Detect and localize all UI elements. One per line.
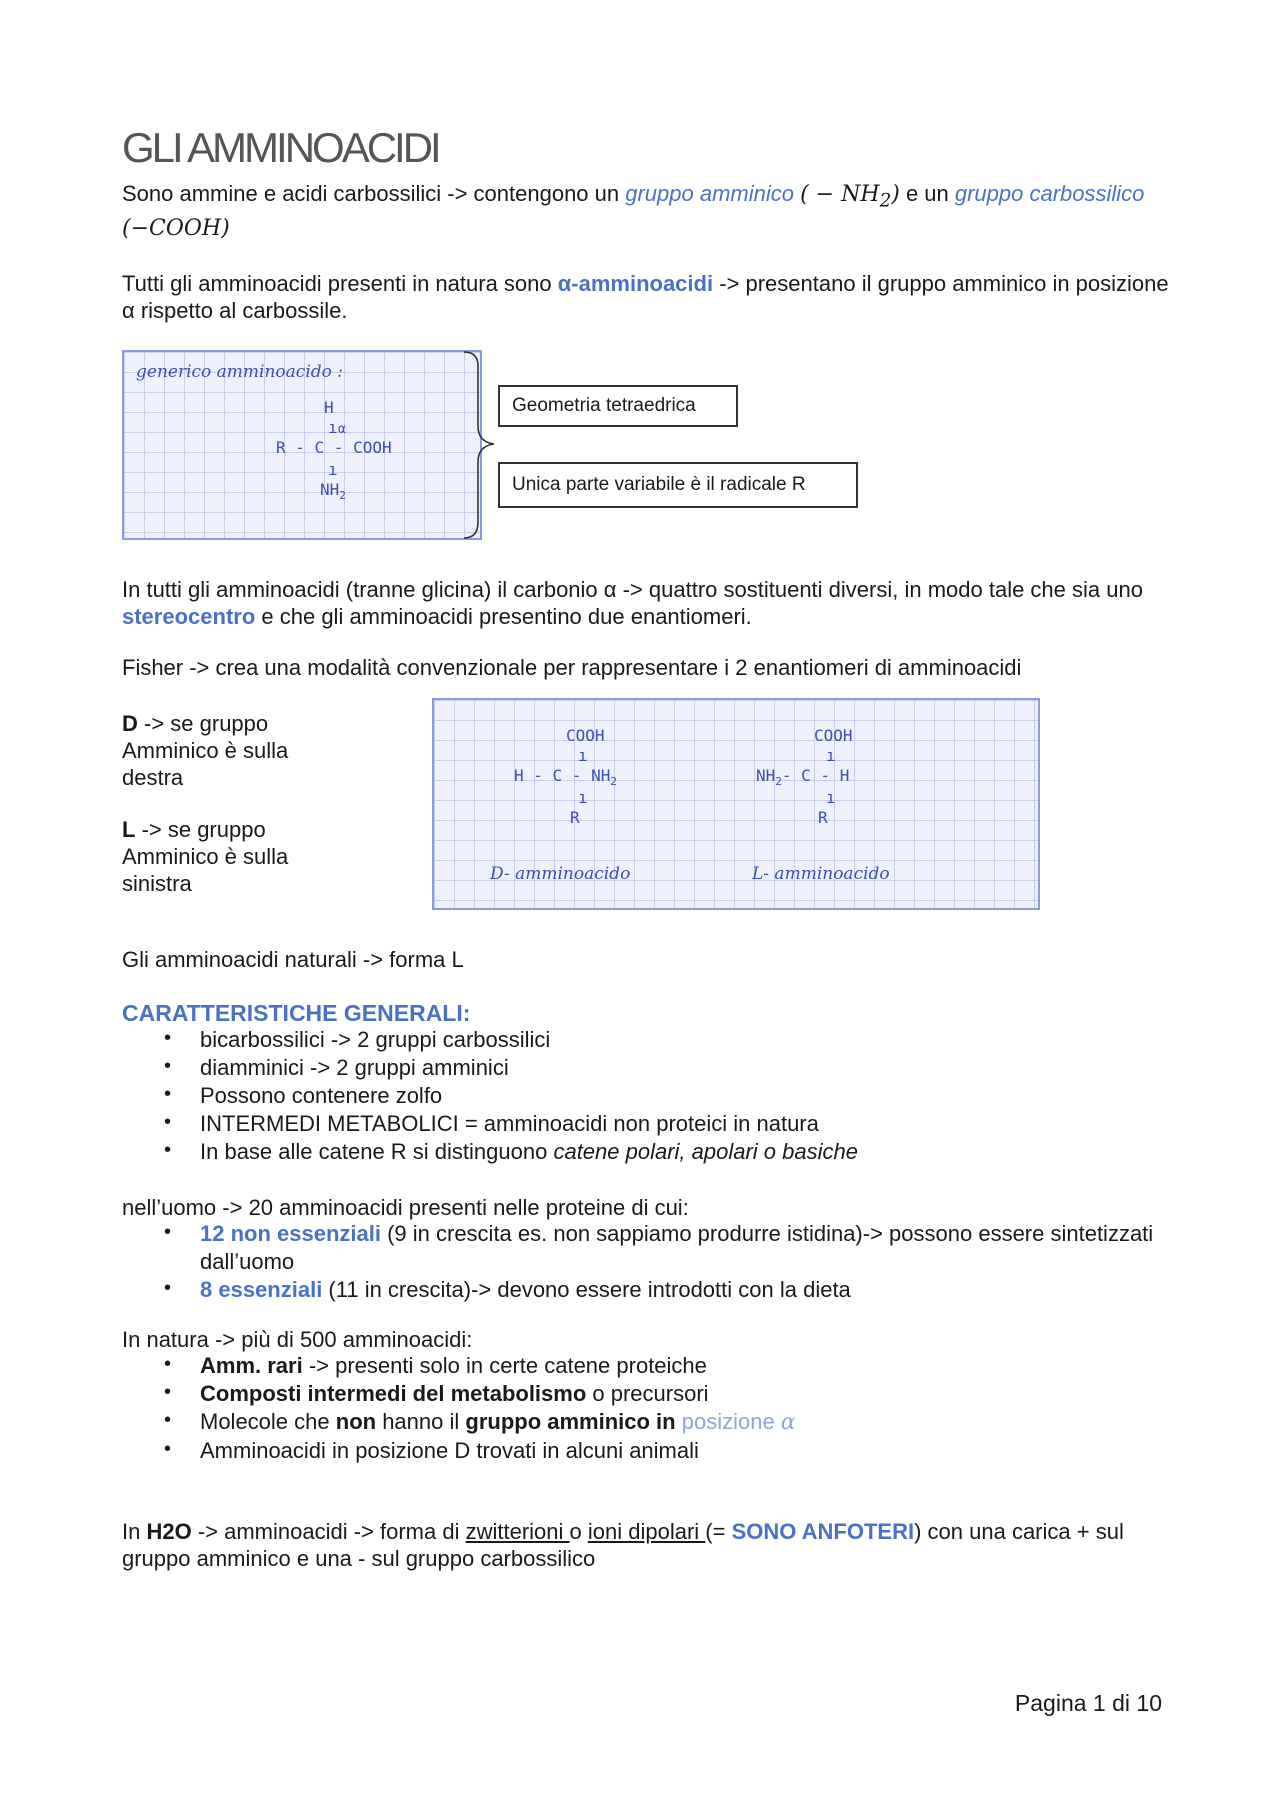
list-item: • 12 non essenziali (9 in crescita es. non sappiamo produrre istidina)-> possono essere sintetizzati dall’uomo: [160, 1220, 1160, 1276]
list-item: • Amminoacidi in posizione D trovati in alcuni animali: [160, 1437, 1160, 1465]
term-stereocentro: stereocentro: [122, 604, 256, 629]
page-number: Pagina 1 di 10: [1014, 1690, 1162, 1716]
term-gruppo-carbossilico: gruppo carbossilico: [954, 181, 1145, 206]
d-definition: D -> se gruppo Amminico è sulla destra: [122, 711, 289, 790]
list-item: • Composti intermedi del metabolismo o precursori: [160, 1380, 1160, 1408]
list-item: • 8 essenziali (11 in crescita)-> devono essere introdotti con la dieta: [160, 1276, 1160, 1304]
generic-amino-acid-figure: generico amminoacido : H ı α R - C - COOH ı $NH_2$: [122, 350, 482, 540]
list-item: • In base alle catene R si distinguono catene polari, apolari o basiche: [160, 1138, 1160, 1166]
list-item: • Molecole che non hanno il gruppo amminico in posizione α: [160, 1408, 1160, 1437]
stereo-paragraph: In tutti gli amminoacidi (tranne glicina) il carbonio α -> quattro sostituenti diversi, in modo tale che sia uno stereocentro e che gli amminoacidi presentino due enantiomeri.: [122, 577, 1143, 629]
nature-list: [160, 1352, 1160, 1465]
list-item: • Possono contenere zolfo: [160, 1082, 1160, 1110]
nature-paragraph: In natura -> più di 500 amminoacidi:: [122, 1327, 473, 1352]
alpha-paragraph: Tutti gli amminoacidi presenti in natura sono α-amminoacidi -> presentano il gruppo amminico in posizione α rispetto al carbossile.: [122, 271, 1169, 323]
curly-brace: [460, 350, 500, 540]
characteristics-list: [160, 1026, 1160, 1166]
section-heading-caratteristiche: CARATTERISTICHE GENERALI:: [122, 1000, 471, 1026]
formula-nh2: ( − $NH_2$): [800, 182, 900, 212]
annotation-box-geometry: Geometria tetraedrica: [498, 385, 738, 427]
l-amminoacido-label: L- amminoacido: [752, 864, 890, 884]
term-alpha-amminoacidi: α-amminoacidi: [557, 271, 714, 296]
fisher-paragraph: Fisher -> crea una modalità convenzionale per rappresentare i 2 enantiomeri di amminoacidi: [122, 655, 1022, 680]
formula-cooh: (−COOH): [122, 216, 230, 242]
intro-paragraph: Sono ammine e acidi carbossilici -> contengono un gruppo amminico ( − $NH_2$) e un gruppo carbossilico (−COOH): [122, 181, 1145, 242]
list-item: • INTERMEDI METABOLICI = amminoacidi non proteici in natura: [160, 1110, 1160, 1138]
list-item: • bicarbossilici -> 2 gruppi carbossilici: [160, 1026, 1160, 1054]
human-amino-acids-paragraph: nell’uomo -> 20 amminoacidi presenti nelle proteine di cui:: [122, 1195, 689, 1220]
structure-main-line: R - C - COOH: [276, 438, 392, 457]
d-amminoacido-label: D- amminoacido: [490, 864, 631, 884]
essential-list: [160, 1220, 1160, 1304]
natural-form-paragraph: Gli amminoacidi naturali -> forma L: [122, 947, 464, 972]
intro-text: Sono ammine e acidi carbossilici -> contengono un: [122, 181, 626, 206]
figure-label: generico amminoacido :: [136, 362, 344, 382]
annotation-box-radical: Unica parte variabile è il radicale R: [498, 462, 858, 508]
l-definition: L -> se gruppo Amminico è sulla sinistra: [122, 817, 289, 896]
list-item: • diamminici -> 2 gruppi amminici: [160, 1054, 1160, 1082]
list-item: • Amm. rari -> presenti solo in certe catene proteiche: [160, 1352, 1160, 1380]
page-title: GLI AMMINOACIDI: [122, 124, 439, 171]
d-l-enantiomers-figure: COOH ı H - C - $NH_2$ ı R D- amminoacido COOH ı $NH_2-$ C - H ı R L- amminoacido: [432, 698, 1040, 910]
term-gruppo-amminico: gruppo amminico: [625, 181, 794, 206]
zwitterion-paragraph: In H2O -> amminoacidi -> forma di zwitterioni o ioni dipolari (= SONO ANFOTERI) con una carica + sul gruppo amminico e una - sul gruppo carbossilico: [122, 1519, 1124, 1571]
